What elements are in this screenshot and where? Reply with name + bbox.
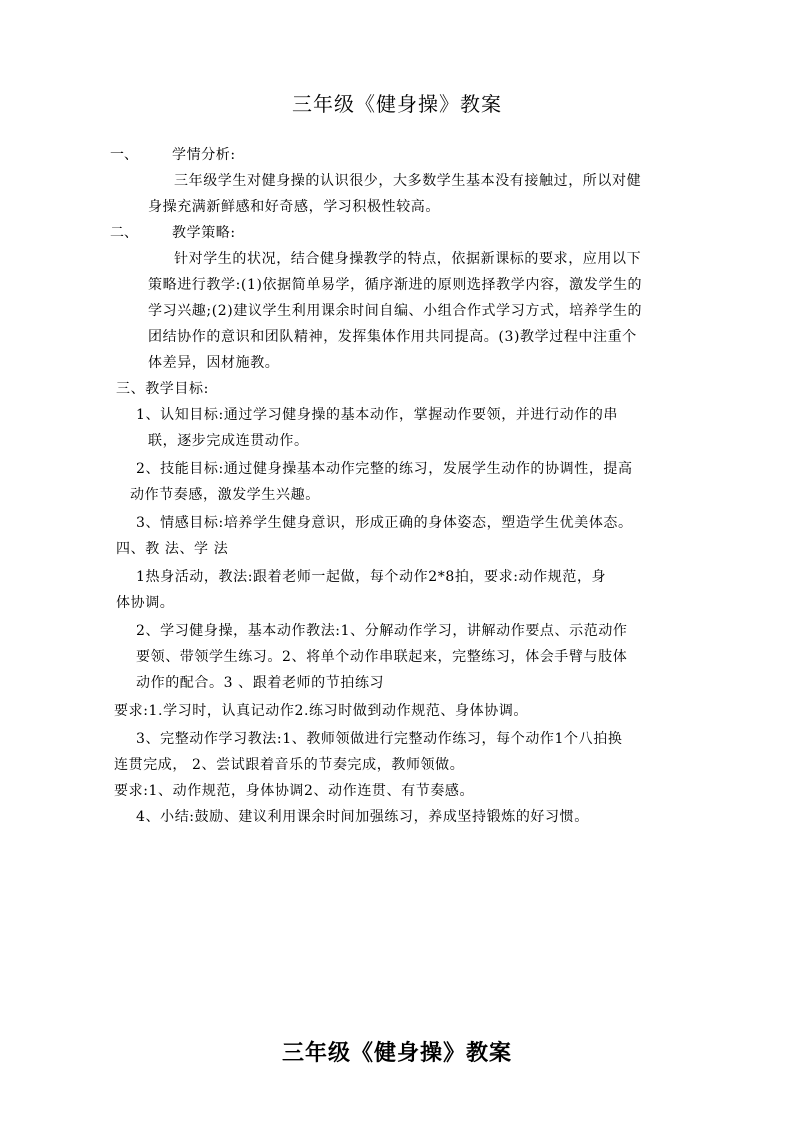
section-1-line: 三年级学生对健身操的认识很少，大多数学生基本没有接触过，所以对健 <box>174 173 642 189</box>
section-4-line: 体协调。 <box>116 595 175 611</box>
next-page-title: 三年级《健身操》教案 <box>281 1040 512 1066</box>
section-4-line: 1热身活动，教法:跟着老师一起做，每个动作2*8拍，要求:动作规范，身 <box>136 569 607 585</box>
section-4-line: 2、学习健身操，基本动作教法:1、分解动作学习，讲解动作要点、示范动作 <box>136 623 628 639</box>
section-2-number: 二、 <box>110 225 138 241</box>
section-4-heading: 四、教 法、学 法 <box>116 541 229 557</box>
section-2-line: 策略进行教学:(1)依据简单易学，循序渐进的原则选择教学内容，激发学生的 <box>148 277 643 293</box>
section-3-line: 3、情感目标:培养学生健身意识，形成正确的身体姿态，塑造学生优美体态。 <box>136 515 633 531</box>
section-4-line: 要领、带领学生练习。2、将单个动作串联起来，完整练习，体会手臂与肢体 <box>136 649 628 665</box>
section-4-line: 要求:1.学习时，认真记动作2.练习时做到动作规范、身体协调。 <box>114 703 529 719</box>
section-1-heading: 学情分析: <box>172 147 236 163</box>
section-3-line: 联，逐步完成连贯动作。 <box>148 433 309 449</box>
section-2-line: 团结协作的意识和团队精神，发挥集体作用共同提高。(3)教学过程中注重个 <box>148 329 637 345</box>
section-1-line: 身操充满新鲜感和好奇感，学习积极性较高。 <box>148 199 440 215</box>
section-3-line: 1、认知目标:通过学习健身操的基本动作，掌握动作要领，并进行动作的串 <box>136 407 619 423</box>
section-2-line: 针对学生的状况，结合健身操教学的特点，依据新课标的要求，应用以下 <box>174 251 642 267</box>
section-3-line: 2、技能目标:通过健身操基本动作完整的练习，发展学生动作的协调性，提高 <box>136 461 633 477</box>
section-4-line: 动作的配合。3 、跟着老师的节拍练习 <box>136 675 385 691</box>
section-4-line: 连贯完成， 2、尝试跟着音乐的节奏完成，教师领做。 <box>114 757 465 773</box>
section-4-line: 4、小结:鼓励、建议利用课余时间加强练习，养成坚持锻炼的好习惯。 <box>136 809 589 825</box>
document-title: 三年级《健身操》教案 <box>292 92 502 116</box>
section-4-line: 要求:1、动作规范，身体协调2、动作连贯、有节奏感。 <box>114 783 475 799</box>
section-4-line: 3、完整动作学习教法:1、教师领做进行完整动作练习，每个动作1个八拍换 <box>136 731 623 747</box>
section-2-line: 学习兴趣;(2)建议学生利用课余时间自编、小组合作式学习方式，培养学生的 <box>148 303 643 319</box>
section-1-number: 一、 <box>110 147 138 163</box>
section-3-heading: 三、教学目标: <box>116 381 209 397</box>
section-2-heading: 教学策略: <box>172 225 236 241</box>
section-2-line: 体差异，因材施教。 <box>148 355 280 371</box>
section-3-line: 动作节奏感，激发学生兴趣。 <box>130 487 320 503</box>
